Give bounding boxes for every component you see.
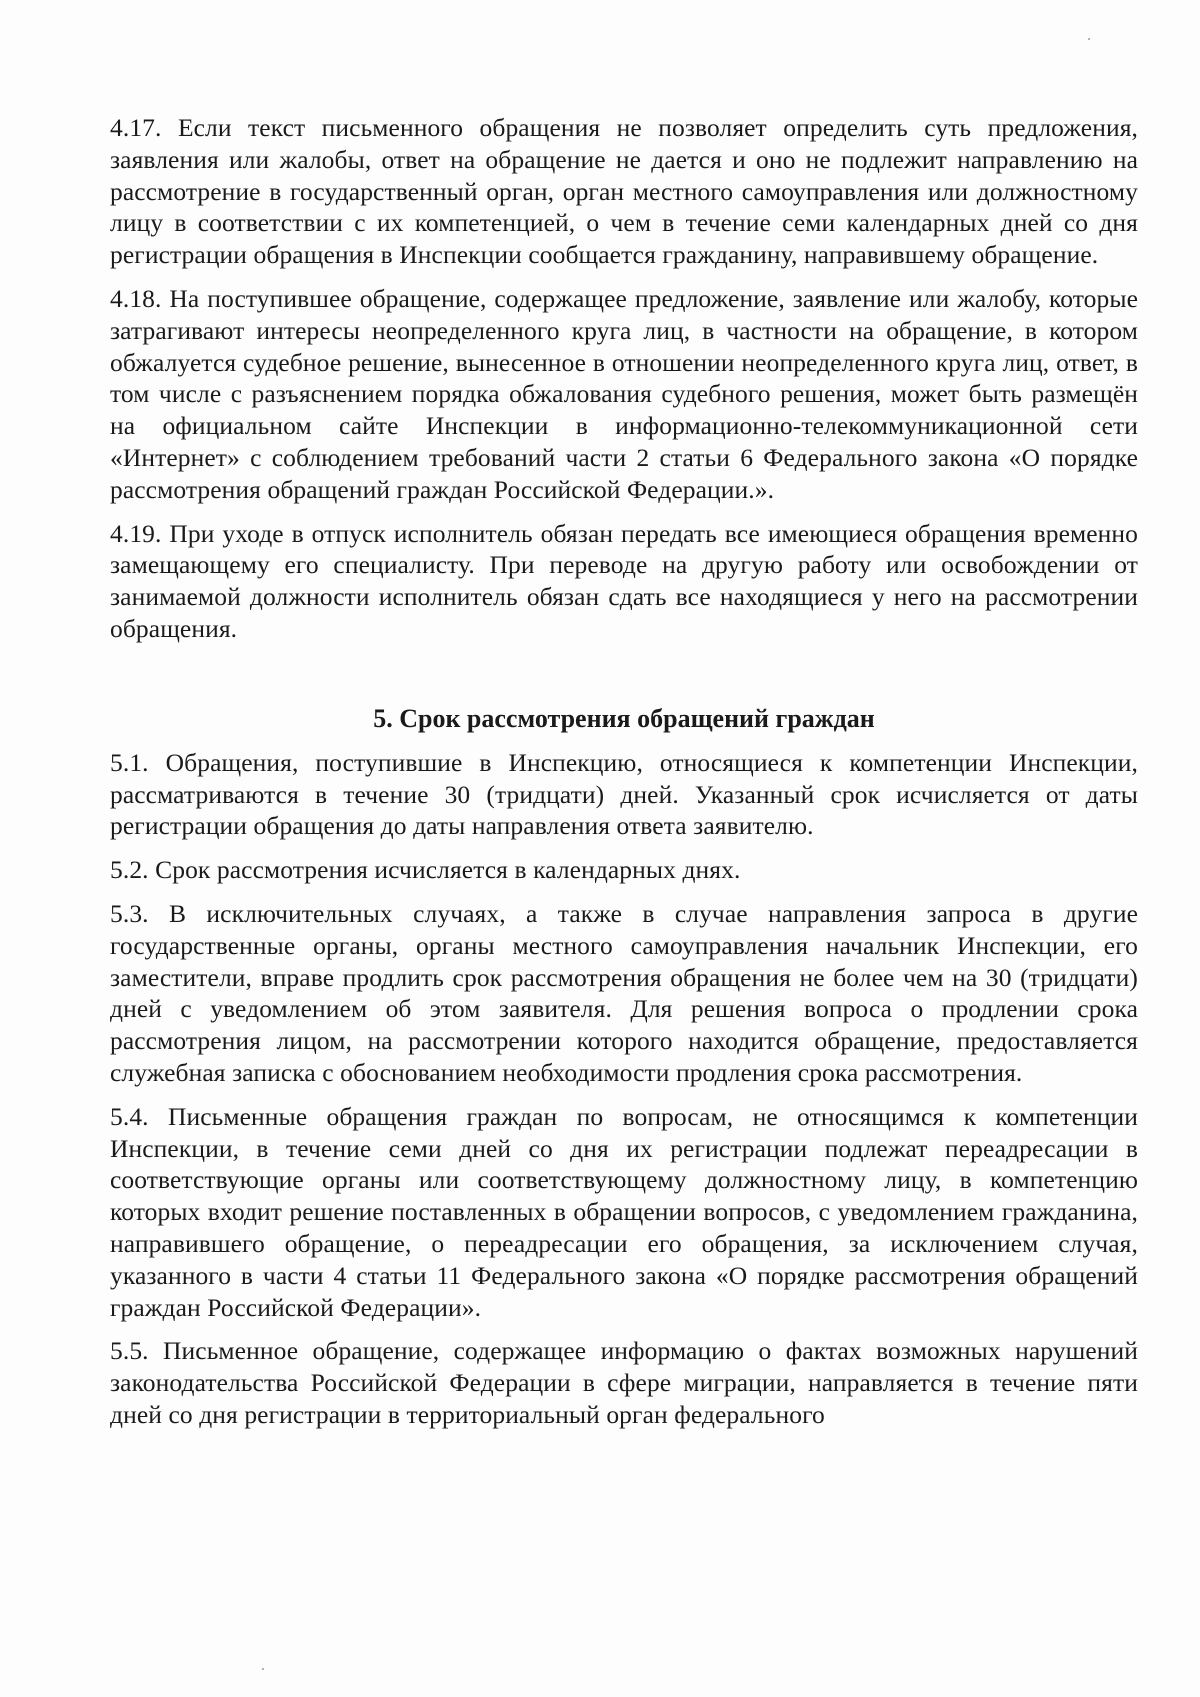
- paragraph-5-2: 5.2. Срок рассмотрения исчисляется в календарных днях.: [110, 855, 741, 885]
- scan-artifact: [1088, 38, 1090, 40]
- paragraph-4-18: 4.18. На поступившее обращение, содержащее предложение, заявление или жалобу, которые затрагивают интересы неопределенного круга лиц, в частности на обращение, в котором обжалуется судебное решение, вынесенное в отношении неопределенного круга лиц, ответ, в том числе с разъяснением порядка обжалования судебного решения, может быть размещён на официальном сайте Инспекции в информационно-телекоммуникационной сети «Интернет» с соблюдением требований части 2 статьи 6 Федерального закона «О порядке рассмотрения обращений граждан Российской Федерации.».: [110, 283, 1138, 504]
- paragraph-5-4: 5.4. Письменные обращения граждан по вопросам, не относящимся к компетенции Инспекции, в течение семи дней со дня их регистрации подлежат переадресации в соответствующие органы или соответствующему должностному лицу, в компетенцию которых входит решение поставленных в обращении вопросов, с уведомлением гражданина, направившего обращение, о переадресации его обращения, за исключением случая, указанного в части 4 статьи 11 Федерального закона «О порядке рассмотрения обращений граждан Российской Федерации».: [110, 1101, 1138, 1322]
- scan-artifact: [262, 1668, 264, 1670]
- paragraph-4-17: 4.17. Если текст письменного обращения не позволяет определить суть предложения, заявления или жалобы, ответ на обращение не дается и оно не подлежит направлению на рассмотрение в государственный орган, орган местного самоуправления или должностному лицу в соответствии с их компетенцией, о чем в течение семи календарных дней со дня регистрации обращения в Инспекции сообщается гражданину, направившему обращение.: [110, 113, 1138, 270]
- paragraph-5-1: 5.1. Обращения, поступившие в Инспекцию, относящиеся к компетенции Инспекции, рассматриваются в течение 30 (тридцати) дней. Указанный срок исчисляется от даты регистрации обращения до даты направления ответа заявителю.: [110, 747, 1138, 841]
- paragraph-5-3: 5.3. В исключительных случаях, а также в случае направления запроса в другие государственные органы, органы местного самоуправления начальник Инспекции, его заместители, вправе продлить срок рассмотрения обращения не более чем на 30 (тридцати) дней с уведомлением об этом заявителя. Для решения вопроса о продлении срока рассмотрения лицом, на рассмотрении которого находится обращение, предоставляется служебная записка с обоснованием необходимости продления срока рассмотрения.: [110, 898, 1138, 1087]
- paragraph-4-19: 4.19. При уходе в отпуск исполнитель обязан передать все имеющиеся обращения временно замещающему его специалисту. При переводе на другую работу или освобождении от занимаемой должности исполнитель обязан сдать все находящиеся у него на рассмотрении обращения.: [110, 518, 1138, 643]
- paragraph-5-5: 5.5. Письменное обращение, содержащее информацию о фактах возможных нарушений законодательства Российской Федерации в сфере миграции, направляется в течение пяти дней со дня регистрации в территориальный орган федерального: [110, 1336, 1138, 1429]
- document-body: [110, 112, 1138, 1443]
- section-heading: 5. Срок рассмотрения обращений граждан: [373, 703, 875, 733]
